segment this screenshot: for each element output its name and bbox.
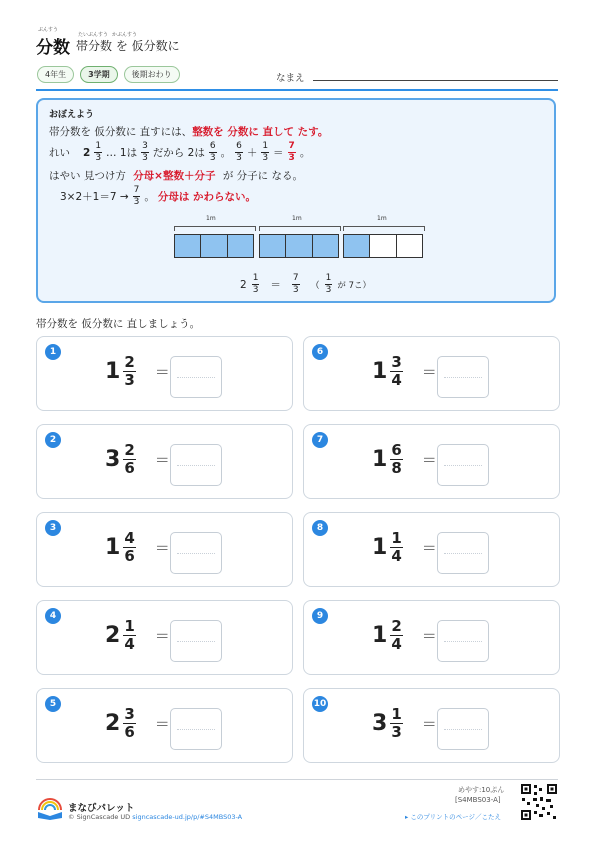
problem-number-badge: 1	[45, 344, 61, 360]
mixed-number	[372, 355, 437, 388]
equals-sign: ＝	[421, 715, 437, 733]
problem-card	[303, 512, 560, 587]
problem-card	[36, 424, 293, 499]
problem-card	[36, 512, 293, 587]
answer-box[interactable]	[437, 356, 489, 398]
equals-sign: ＝	[154, 539, 170, 557]
problem-number-badge: 8	[312, 520, 328, 536]
mixed-number	[105, 443, 170, 476]
problem-number-badge: 5	[45, 696, 61, 712]
numerator: 2	[124, 441, 135, 459]
problem-number-badge: 3	[45, 520, 61, 536]
denominator: 4	[391, 371, 402, 389]
whole-part: 1	[105, 535, 121, 560]
numerator: 1	[391, 529, 402, 547]
denominator: 6	[124, 459, 135, 477]
denominator: 4	[391, 547, 402, 565]
whole-part: 2	[105, 623, 121, 648]
denominator: 8	[391, 459, 402, 477]
diagram-label-2: 1m	[292, 215, 302, 222]
problem-card	[36, 688, 293, 763]
worksheet-subtitle: 帯分数 を 仮分数に	[76, 39, 180, 53]
whole-part: 1	[372, 535, 388, 560]
answer-box[interactable]	[170, 444, 222, 486]
problem-number-badge: 2	[45, 432, 61, 448]
equals-sign: ＝	[154, 627, 170, 645]
worksheet-code: [S4MBS03-A]	[455, 796, 501, 804]
learn-line-3: はやい 見つけ方 分母×整数＋分子 が 分子に なる。	[49, 170, 304, 182]
fraction	[123, 443, 135, 476]
diagram-bar-3	[343, 234, 423, 258]
answer-box[interactable]	[437, 532, 489, 574]
subtitle-ruby-1: たいぶんすう	[78, 32, 109, 38]
numerator: 6	[391, 441, 402, 459]
denominator: 4	[124, 635, 135, 653]
problem-card	[303, 336, 560, 411]
fraction	[123, 619, 135, 652]
fraction	[390, 619, 402, 652]
denominator: 4	[391, 635, 402, 653]
answer-box[interactable]	[170, 356, 222, 398]
mixed-number	[105, 619, 170, 652]
problem-card	[303, 600, 560, 675]
learn-line-4: 3×2＋1＝7 → $\frac{7}{3}$ 。 分母は かわらない。	[60, 185, 257, 207]
equals-sign: ＝	[421, 539, 437, 557]
answer-page-link[interactable]: ▸ このプリントのページ／こたえ	[405, 813, 501, 821]
equals-sign: ＝	[421, 627, 437, 645]
problem-card	[36, 600, 293, 675]
answer-box[interactable]	[437, 444, 489, 486]
fraction	[390, 443, 402, 476]
qr-code-icon[interactable]	[520, 783, 558, 821]
equals-sign: ＝	[154, 451, 170, 469]
numerator: 4	[124, 529, 135, 547]
answer-box[interactable]	[170, 532, 222, 574]
whole-part: 2	[105, 711, 121, 736]
problem-number-badge: 9	[312, 608, 328, 624]
equals-sign: ＝	[421, 363, 437, 381]
learn-line-2: れい 2 $\frac{1}{3}$ … 1は $\frac{3}{3}$ だから 2は $\frac{6}{3}$ 。 $\frac{6}{3}$ ＋ $\frac{1}{3}$ ＝ $\frac{7}{3}$ 。	[49, 141, 311, 163]
numerator: 3	[391, 353, 402, 371]
fraction	[390, 707, 402, 740]
answer-box[interactable]	[170, 708, 222, 750]
diagram-bracket-3	[343, 226, 425, 231]
fraction	[123, 531, 135, 564]
diagram-label-1: 1m	[206, 215, 216, 222]
denominator: 3	[391, 723, 402, 741]
problem-card	[303, 424, 560, 499]
footer-divider	[36, 779, 558, 780]
fraction	[123, 355, 135, 388]
brand-name: まなびパレット	[68, 803, 135, 814]
diagram-equation: 2 $\frac{1}{3}$ ＝ $\frac{7}{3}$ （ $\frac{1}{3}$ が 7こ）	[240, 273, 372, 295]
header-divider	[36, 89, 558, 91]
mixed-number	[105, 355, 170, 388]
answer-box[interactable]	[170, 620, 222, 662]
tag-grade: 4年生	[37, 66, 74, 83]
denominator: 6	[124, 723, 135, 741]
mixed-number	[372, 707, 437, 740]
learn-line-1: 帯分数を 仮分数に 直すには、整数を 分数に 直して たす。	[49, 126, 329, 138]
problem-number-badge: 6	[312, 344, 328, 360]
problem-number-badge: 10	[312, 696, 328, 712]
whole-part: 1	[372, 359, 388, 384]
whole-part: 3	[105, 447, 121, 472]
time-estimate: めやす:10ぷん	[458, 786, 505, 794]
name-field[interactable]	[313, 80, 558, 81]
whole-part: 1	[372, 447, 388, 472]
mixed-number	[105, 707, 170, 740]
problem-card	[303, 688, 560, 763]
diagram-bracket-1	[174, 226, 256, 231]
denominator: 3	[124, 371, 135, 389]
whole-part: 1	[105, 359, 121, 384]
grade-tags	[37, 66, 180, 83]
fraction	[123, 707, 135, 740]
fraction	[390, 531, 402, 564]
equals-sign: ＝	[421, 451, 437, 469]
whole-part: 1	[372, 623, 388, 648]
equals-sign: ＝	[154, 715, 170, 733]
numerator: 1	[391, 705, 402, 723]
subtitle-ruby-2: かぶんすう	[112, 32, 138, 38]
numerator: 2	[391, 617, 402, 635]
diagram-bar-2	[259, 234, 339, 258]
problem-number-badge: 7	[312, 432, 328, 448]
diagram-bracket-2	[259, 226, 341, 231]
copyright-line: © SignCascade UD signcascade-ud.jp/p/#S4MBS03-A	[68, 813, 243, 821]
problem-card	[36, 336, 293, 411]
numerator: 1	[124, 617, 135, 635]
mixed-number	[105, 531, 170, 564]
numerator: 3	[124, 705, 135, 723]
instruction-text: 帯分数を 仮分数に 直しましょう。	[36, 318, 201, 330]
problem-number-badge: 4	[45, 608, 61, 624]
tag-term: 3学期	[80, 66, 118, 83]
fraction	[390, 355, 402, 388]
name-label: なまえ	[276, 73, 305, 84]
mixed-number	[372, 531, 437, 564]
title-ruby: ぶんすう	[38, 27, 59, 33]
tag-period: 後期おわり	[124, 66, 180, 83]
footer-url[interactable]: signcascade-ud.jp/p/#S4MBS03-A	[132, 813, 243, 821]
worksheet-title: 分数	[36, 38, 70, 58]
diagram-label-3: 1m	[377, 215, 387, 222]
numerator: 2	[124, 353, 135, 371]
whole-part: 3	[372, 711, 388, 736]
mixed-number	[372, 443, 437, 476]
equals-sign: ＝	[154, 363, 170, 381]
learn-title: おぼえよう	[49, 110, 95, 120]
diagram-bar-1	[174, 234, 254, 258]
answer-box[interactable]	[437, 708, 489, 750]
denominator: 6	[124, 547, 135, 565]
rainbow-book-logo-icon	[36, 796, 64, 820]
mixed-number	[372, 619, 437, 652]
answer-box[interactable]	[437, 620, 489, 662]
